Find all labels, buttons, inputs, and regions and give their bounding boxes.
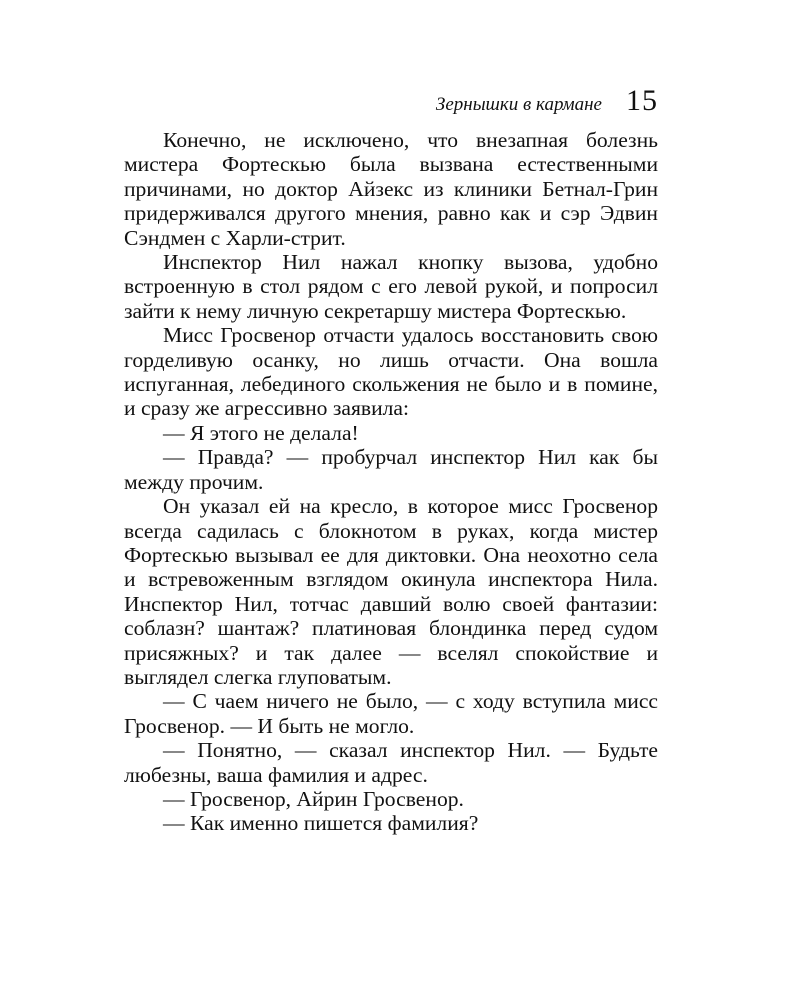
dialogue-line: — Правда? — пробурчал инспектор Нил как бы между прочим. — [124, 445, 658, 494]
page-number: 15 — [626, 84, 658, 117]
dialogue-line: — С чаем ничего не было, — с ходу вступила мисс Гросвенор. — И быть не могло. — [124, 689, 658, 738]
dialogue-line: — Как именно пишется фамилия? — [163, 811, 479, 836]
paragraph: Инспектор Нил нажал кнопку вызова, удобно встроенную в стол рядом с его левой рукой, и попросил зайти к нему личную секретаршу мистера Фортескью. — [124, 250, 658, 323]
page-header — [124, 84, 658, 120]
dialogue-line: — Я этого не делала! — [163, 420, 359, 445]
dialogue-line: — Понятно, — сказал инспектор Нил. — Будьте любезны, ваша фамилия и адрес. — [124, 738, 658, 787]
body-text — [124, 128, 658, 836]
paragraph: Он указал ей на кресло, в которое мисс Гросвенор всегда садилась с блокнотом в руках, когда мистер Фортескью вызывал ее для диктовки. Она неохотно села и встревоженным взглядом окинула инспектора Нила. Инспектор Нил, тотчас давший волю своей фантазии: соблазн? шантаж? платиновая блондинка перед судом присяжных? и так далее — вселял спокойствие и выглядел слегка глуповатым. — [124, 494, 658, 689]
dialogue-line: — Гросвенор, Айрин Гросвенор. — [163, 786, 464, 811]
running-title: Зернышки в кармане — [435, 94, 602, 115]
paragraph: Мисс Гросвенор отчасти удалось восстановить свою горделивую осанку, но лишь отчасти. Она вошла испуганная, лебединого скольжения не было и в помине, и сразу же агрессивно заявила: — [124, 323, 658, 421]
paragraph: Конечно, не исключено, что внезапная болезнь мистера Фортескью была вызвана естественными причинами, но доктор Айзекс из клиники Бетнал-Грин придерживался другого мнения, равно как и сэр Эдвин Сэндмен с Харли-стрит. — [124, 128, 658, 250]
